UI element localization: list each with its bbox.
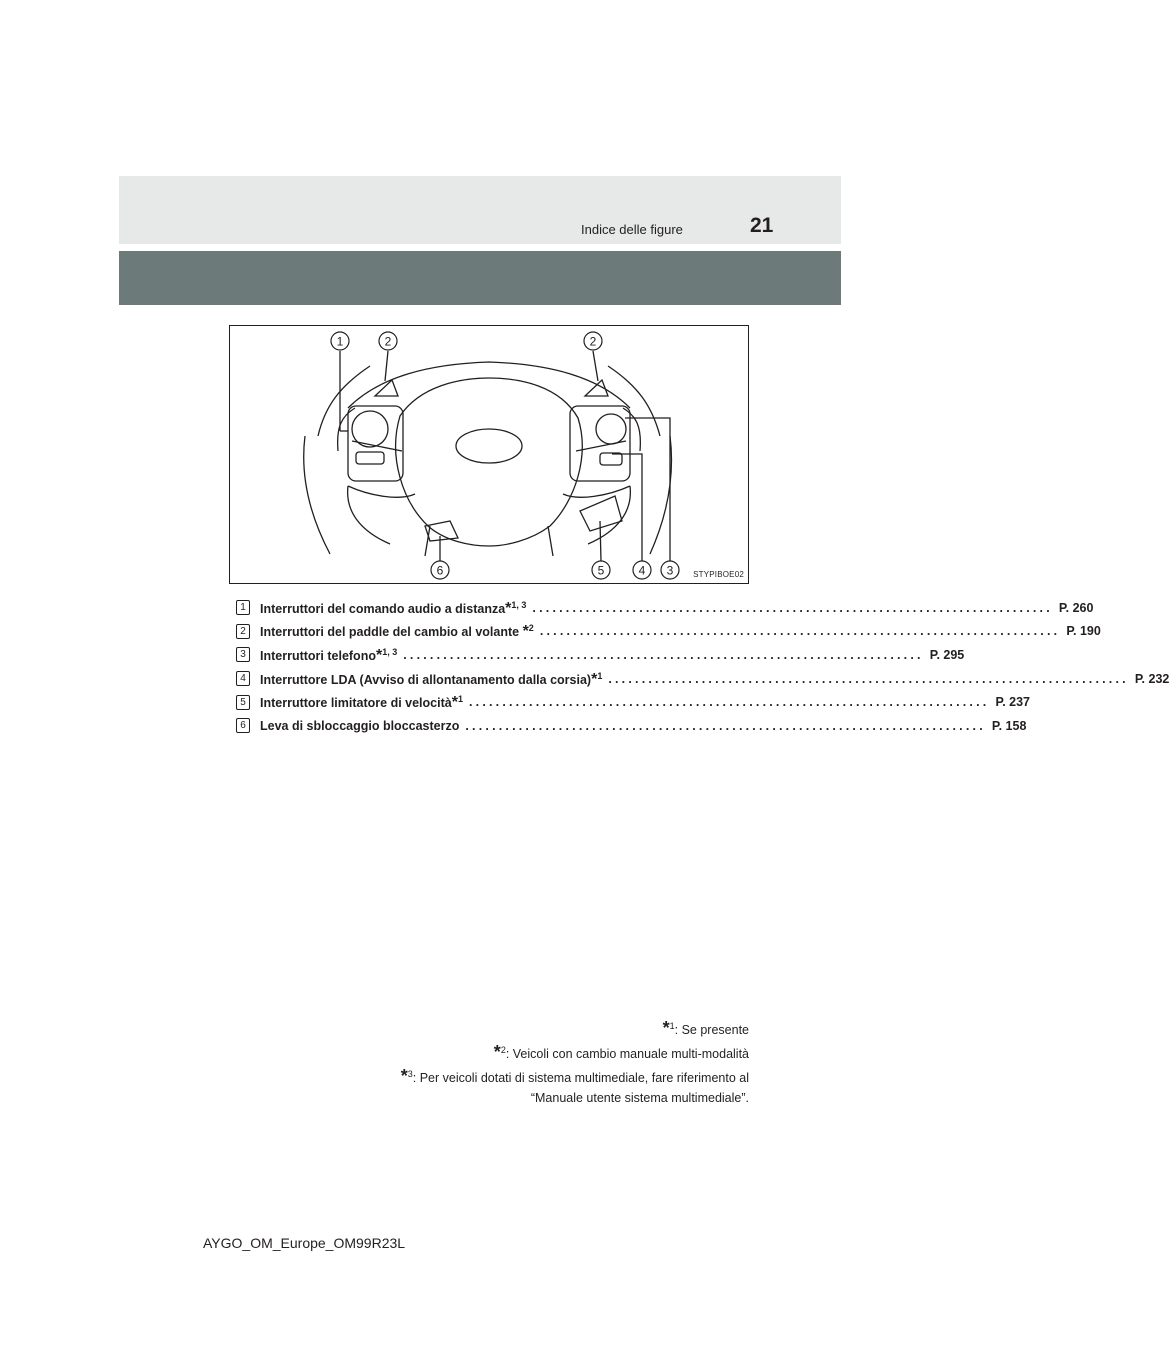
header-band [119,176,841,244]
callout-2-left: 2 [384,334,392,349]
page-reference[interactable]: P. 295 [929,647,965,662]
steering-wheel-illustration [230,326,748,583]
list-item [236,596,1094,620]
footer-doc-code: AYGO_OM_Europe_OM99R23L [203,1235,406,1251]
page-reference[interactable]: P. 260 [1058,600,1094,615]
item-number: 1 [236,600,250,615]
callout-6: 6 [436,563,444,578]
list-item [236,620,1101,644]
footnotes [249,1016,749,1108]
page-reference[interactable]: P. 158 [991,718,1027,733]
dot-leader: .............................................................................. [608,671,1129,686]
figure-code: STYPIBOE02 [693,570,744,579]
item-number: 5 [236,695,250,710]
item-number: 4 [236,671,250,686]
list-item [236,643,965,667]
header-dark-band [119,251,841,305]
page-reference[interactable]: P. 237 [995,695,1030,710]
callout-5: 5 [597,563,605,578]
dot-leader: .............................................................................. [403,647,924,662]
footnote: *$^3$: Per veicoli dotati di sistema multimediale, fare riferimento al [400,1066,749,1087]
section-title: Indice delle figure [581,222,683,237]
item-label: Interruttori del comando audio a distanza*$^{1, 3}$ [260,599,527,617]
callout-3: 3 [666,563,674,578]
callout-1: 1 [336,334,344,349]
footnote: *$^2$: Veicoli con cambio manuale multi-modalità [493,1042,749,1063]
list-item [236,714,1027,738]
item-number: 2 [236,624,250,639]
item-list [236,596,1169,738]
item-label: Interruttore limitatore di velocità*$^1$ [260,694,463,712]
dot-leader: .............................................................................. [539,624,1061,639]
item-label: Interruttori telefono*$^{1, 3}$ [260,646,398,665]
callout-2-right: 2 [589,334,597,349]
list-item [236,690,1030,714]
item-label: Interruttore LDA (Avviso di allontanamento dalla corsia)*$^1$ [260,670,603,688]
dot-leader: .............................................................................. [465,718,986,733]
dot-leader: .............................................................................. [532,600,1053,615]
footnote-continuation: “Manuale utente sistema multimediale”. [530,1091,749,1106]
steering-wheel-figure [229,325,749,584]
item-label: Leva di sbloccaggio bloccasterzo [260,718,460,733]
dot-leader: .............................................................................. [468,695,990,710]
page-number: 21 [750,214,774,237]
page-reference[interactable]: P. 232 [1134,671,1169,686]
footnote: *$^1$: Se presente [662,1018,749,1039]
callout-4: 4 [638,563,646,578]
item-number: 3 [236,647,250,662]
item-number: 6 [236,718,250,733]
list-item [236,667,1169,691]
page-reference[interactable]: P. 190 [1066,624,1101,639]
item-label: Interruttori del paddle del cambio al volante *$^2$ [260,623,534,641]
